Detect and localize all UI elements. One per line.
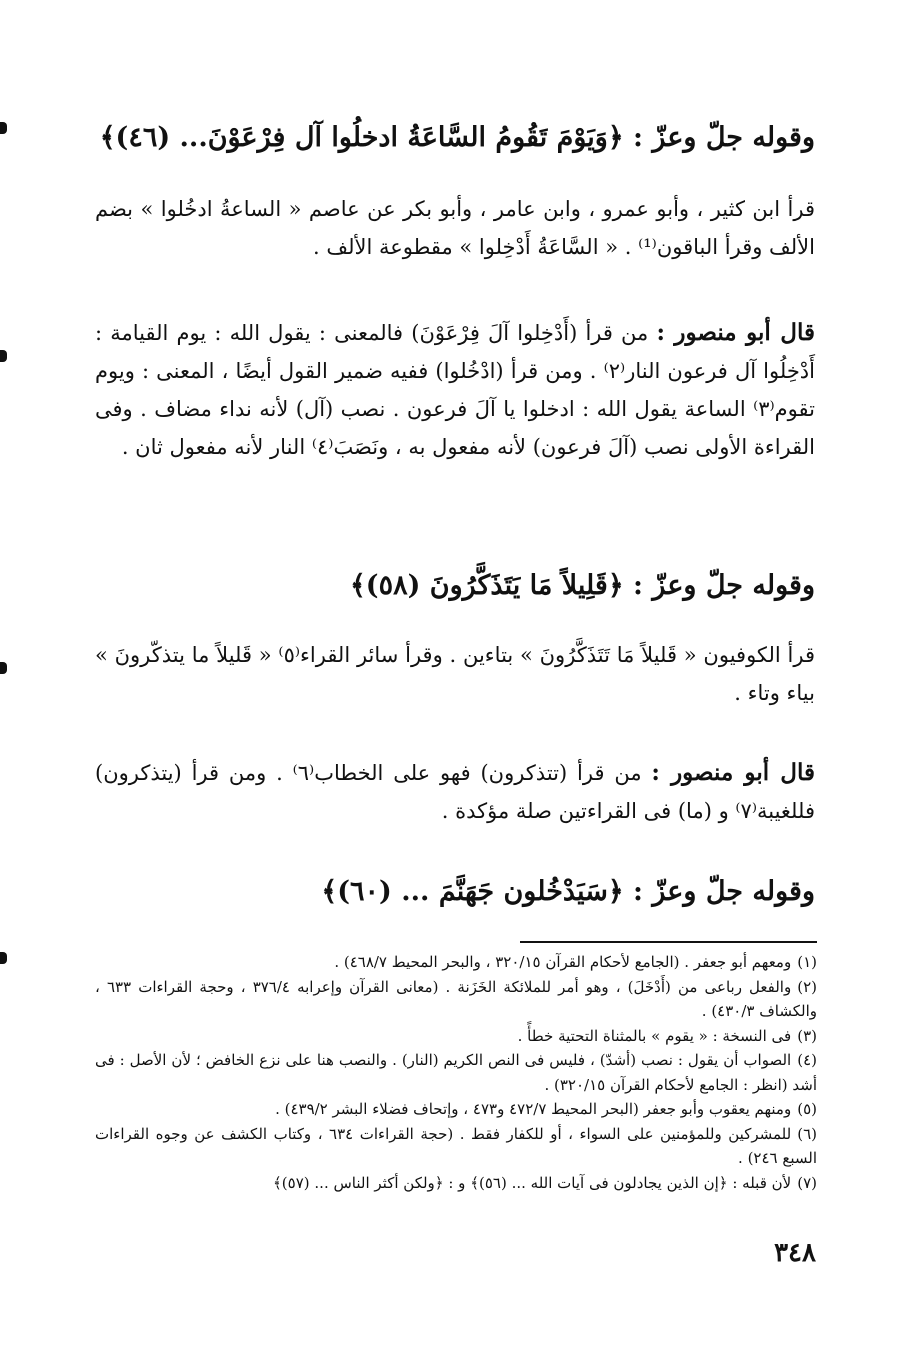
footnote-text: والفعل رباعى من (أَدْخَلَ) ، وهو أمر للملائكة الخَزَنة . (معانى القرآن وإعرابه ٣٧٦/٤ ، وحجة القراءات ٦٣٣ ، والكشاف ٤٣٠/٣) . xyxy=(95,977,817,1020)
page-number: ٣٤٨ xyxy=(774,1238,816,1268)
footnote-text: ومعهم أبو جعفر . (الجامع لأحكام القرآن ٣٢٠/١٥ ، والبحر المحيط ٤٦٨/٧) . xyxy=(334,953,792,971)
footnote xyxy=(95,1171,817,1196)
margin-mark xyxy=(0,122,7,134)
verse-heading-46: وقوله جلّ وعزّ : ﴿وَيَوْمَ تَقُومُ السَّاعَةُ ادخلُوا آل فِرْعَوْنَ... (٤٦)﴾ xyxy=(99,122,815,153)
commentary-paragraph-58 xyxy=(95,754,815,830)
commentary-body: من قرأ (أَدْخِلوا آلَ فِرْعَوْنَ) فالمعنى : يقول الله : يوم القيامة : أَدْخِلُوا آل فرعون النار⁽٢⁾ . ومن قرأ (ادْخُلوا) ففيه ضمير القول أيضًا ، المعنى : ويوم تقوم⁽٣⁾ الساعة يقول الله : ادخلوا يا آلَ فرعون . نصب (آل) لأنه نداء مضاف . وفى القراءة الأولى نصب (آلَ فرعون) لأنه مفعول به ، ونَصَبَ⁽٤⁾ النار لأنه مفعول ثان . xyxy=(95,321,815,459)
reading-paragraph-46: قرأ ابن كثير ، وأبو عمرو ، وابن عامر ، وأبو بكر عن عاصم « الساعةُ ادخُلوا » بضم الألف وقرأ الباقون⁽¹⁾ . « السَّاعَةُ أَدْخِلوا » مقطوعة الألف . xyxy=(95,197,815,259)
footnote-number: (٣) xyxy=(797,1026,817,1045)
margin-mark xyxy=(0,662,7,674)
margin-mark xyxy=(0,350,7,362)
footnote xyxy=(95,975,817,1024)
footnote xyxy=(95,1097,817,1122)
footnote xyxy=(95,1122,817,1171)
footnote-number: (٥) xyxy=(797,1100,817,1118)
verse-heading-58: وقوله جلّ وعزّ : ﴿قَلِيلاً مَا يَتَذَكَّرُونَ (٥٨)﴾ xyxy=(349,570,815,601)
commentary-lead: قال أبو منصور : xyxy=(656,319,815,346)
footnote-text: فى النسخة : « يقوم » بالمثناة التحتية خطأً . xyxy=(517,1026,792,1045)
reading-paragraph-58: قرأ الكوفيون « قَليلاً مَا تَتَذَكَّرُونَ » بتاءين . وقرأ سائر القراء⁽٥⁾ « قَليلاً ما يتذكّرونَ » بياء وتاء . xyxy=(95,643,815,705)
footnote xyxy=(95,1024,817,1049)
footnote-number: (٧) xyxy=(797,1173,817,1192)
footnote-text: للمشركين وللمؤمنين على السواء ، أو للكفار فقط . (حجة القراءات ٦٣٤ ، وكتاب الكشف عن وجوه القراءات السبع ٢٤٦) . xyxy=(95,1124,817,1167)
footnote xyxy=(95,950,817,975)
footnote-text: ومنهم يعقوب وأبو جعفر (البحر المحيط ٤٧٢/٧ و٤٧٣ ، وإتحاف فضلاء البشر ٤٣٩/٢) . xyxy=(275,1100,792,1118)
footnote-number: (٤) xyxy=(797,1051,817,1069)
footnote-text: الصواب أن يقول : نصب (أشدّ) ، فليس فى النص الكريم (النار) . والنصب هنا على نزع الخافض ؛ لأن الأصل : فى أشد (انظر : الجامع لأحكام القرآن ٣٢٠/١٥) . xyxy=(95,1051,817,1094)
commentary-lead: قال أبو منصور : xyxy=(651,759,815,786)
margin-mark xyxy=(0,952,7,964)
footnote-separator xyxy=(520,941,817,943)
footnote-text: لأن قبله : ﴿إن الذين يجادلون فى آيات الله ... (٥٦)﴾ و : ﴿ولكن أكثر الناس ... (٥٧)﴾ xyxy=(273,1173,792,1192)
footnote-number: (٢) xyxy=(797,977,817,996)
verse-heading-60: وقوله جلّ وعزّ : ﴿سَيَدْخُلون جَهَنَّمَ ... (٦٠)﴾ xyxy=(321,876,815,907)
footnote xyxy=(95,1048,817,1097)
commentary-body: من قرأ (تتذكرون) فهو على الخطاب⁽٦⁾ . ومن قرأ (يتذكرون) فللغيبة⁽٧⁾ و (ما) فى القراءتين صلة مؤكدة . xyxy=(95,761,815,823)
commentary-paragraph-46 xyxy=(95,314,815,466)
footnote-number: (٦) xyxy=(797,1124,817,1143)
footnote-number: (١) xyxy=(797,953,817,971)
footnotes xyxy=(95,950,817,1195)
